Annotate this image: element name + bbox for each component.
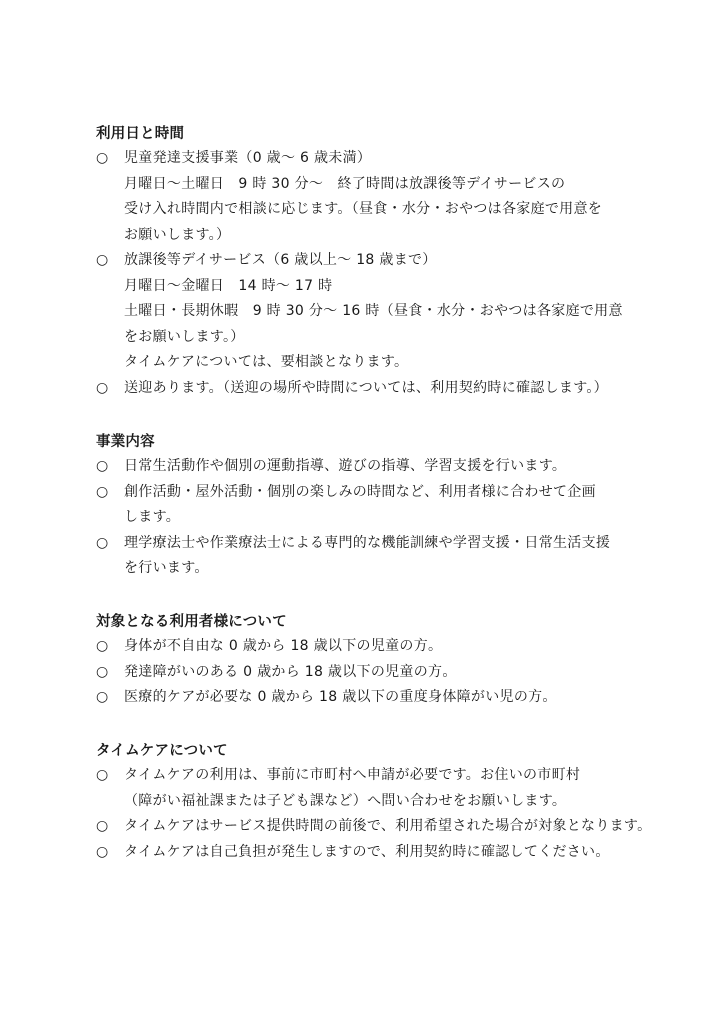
section-business-content (96, 432, 676, 582)
list-item (96, 376, 676, 402)
item-text-continued: 月曜日～土曜日 9 時 30 分～ 終了時間は放課後等デイサービスの (124, 175, 566, 192)
list-item (96, 146, 676, 248)
item-text-continued: します。 (124, 509, 181, 525)
section-usage-days-and-hours (96, 124, 676, 401)
item-text-continued: （障がい福祉課または子ども課など）へ問い合わせをお願いします。 (124, 792, 567, 809)
list-item (96, 660, 676, 686)
circle-bullet-icon: ○ (96, 689, 109, 705)
item-text-continued: 土曜日・長期休暇 9 時 30 分～ 16 時（昼食・水分・おやつは各家庭で用意 (124, 303, 623, 319)
section-heading: タイムケアについて (96, 743, 228, 759)
circle-bullet-icon: ○ (96, 663, 109, 680)
list-item (96, 840, 676, 866)
circle-bullet-icon: ○ (96, 818, 109, 834)
list-item (96, 480, 676, 531)
item-text-continued: 月曜日～金曜日 14 時～ 17 時 (124, 277, 333, 294)
item-text: 医療的ケアが必要な 0 歳から 18 歳以下の重度身体障がい児の方。 (124, 689, 557, 705)
circle-bullet-icon: ○ (96, 843, 109, 860)
item-text: 送迎あります。（送迎の場所や時間については、利用契約時に確認します。） (124, 379, 608, 396)
item-text-continued: お願いします。） (124, 226, 231, 243)
item-text: 発達障がいのある 0 歳から 18 歳以下の児童の方。 (124, 663, 457, 680)
item-text: 児童発達支援事業（0 歳～ 6 歳未満） (124, 150, 372, 166)
section-heading: 事業内容 (96, 434, 155, 450)
item-text: タイムケアはサービス提供時間の前後で、利用希望された場合が対象となります。 (124, 818, 652, 834)
item-text-continued: をお願いします。） (124, 328, 245, 345)
section-time-care (96, 741, 676, 865)
list-item (96, 634, 676, 660)
list-item (96, 814, 676, 840)
list-item (96, 531, 676, 582)
section-heading: 利用日と時間 (96, 126, 185, 142)
section-heading: 対象となる利用者様について (96, 614, 287, 630)
item-text: タイムケアの利用は、事前に市町村へ申請が必要です。お住いの市町村 (124, 767, 581, 783)
list-item (96, 685, 676, 711)
circle-bullet-icon: ○ (96, 534, 109, 551)
circle-bullet-icon: ○ (96, 767, 109, 783)
circle-bullet-icon: ○ (96, 252, 109, 268)
circle-bullet-icon: ○ (96, 638, 109, 654)
item-text: 創作活動・屋外活動・個別の楽しみの時間など、利用者様に合わせて企画 (124, 483, 596, 500)
item-text: 放課後等デイサービス（6 歳以上～ 18 歳まで） (124, 252, 437, 268)
item-text: タイムケアは自己負担が発生しますので、利用契約時に確認してください。 (124, 843, 610, 860)
item-text: 身体が不自由な 0 歳から 18 歳以下の児童の方。 (124, 638, 443, 654)
list-item (96, 454, 676, 480)
item-text-continued: タイムケアについては、要相談となります。 (124, 354, 409, 370)
list-item (96, 763, 676, 814)
list-item (96, 248, 676, 376)
item-text: 理学療法士や作業療法士による専門的な機能訓練や学習支援・日常生活支援 (124, 534, 611, 551)
item-text-continued: を行います。 (124, 560, 209, 576)
circle-bullet-icon: ○ (96, 483, 109, 500)
item-text-continued: 受け入れ時間内で相談に応じます。（昼食・水分・おやつは各家庭で用意を (124, 201, 603, 217)
circle-bullet-icon: ○ (96, 150, 109, 166)
circle-bullet-icon: ○ (96, 379, 109, 396)
circle-bullet-icon: ○ (96, 458, 109, 474)
section-target-users (96, 612, 676, 711)
item-text: 日常生活動作や個別の運動指導、遊びの指導、学習支援を行います。 (124, 458, 567, 474)
